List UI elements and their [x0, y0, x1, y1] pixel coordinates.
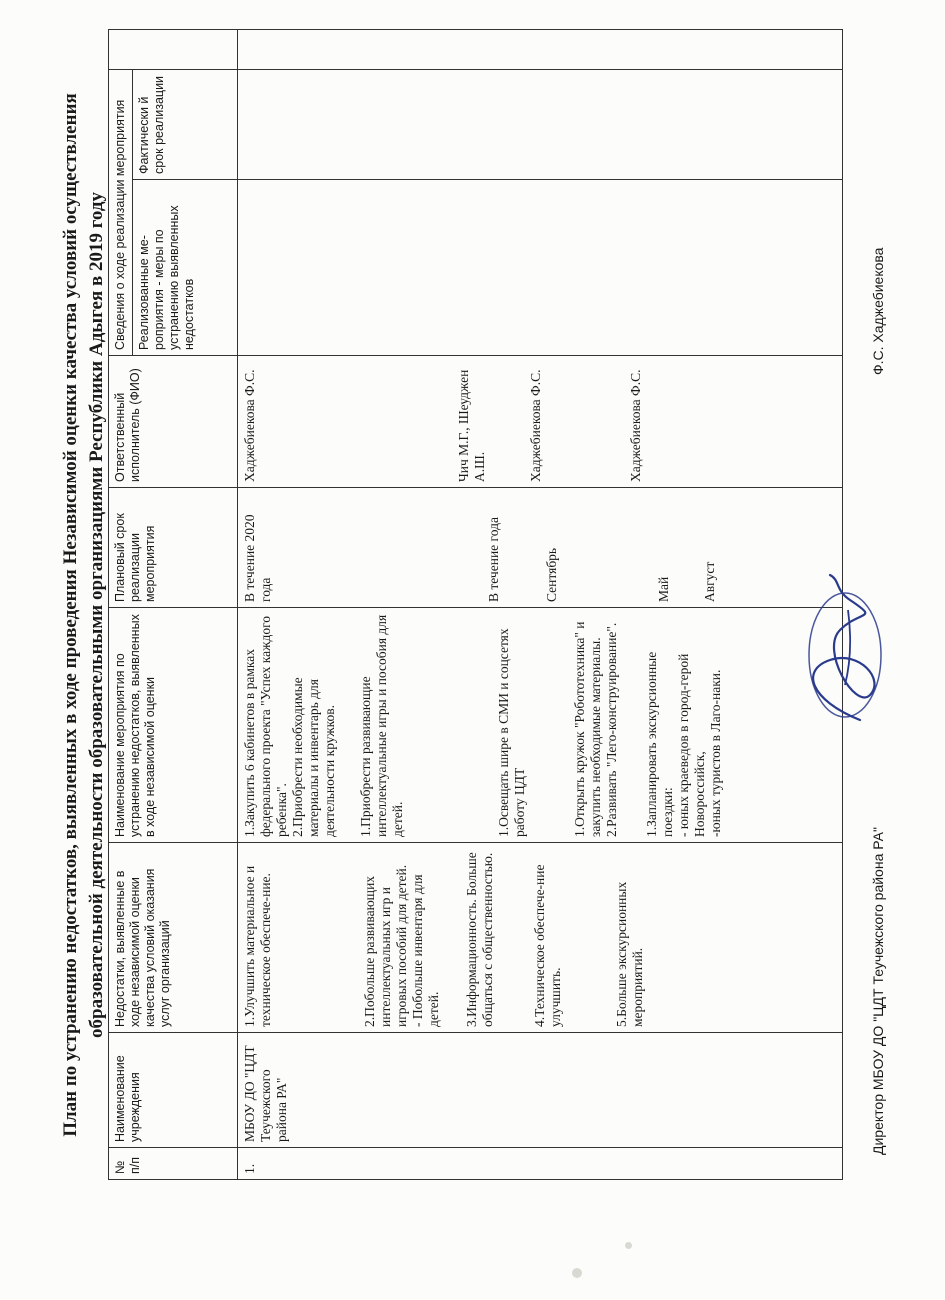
cell-deadlines	[238, 488, 843, 608]
cell-implemented	[238, 180, 843, 356]
deficiency-item: 1.Улучшить материальное и техническое обеспече-ние.	[242, 862, 273, 1027]
measure-item: 1.Приобрести развивающие интеллектуальные игры и пособия для детей.	[358, 611, 405, 837]
header-responsible: Ответственный исполнитель (ФИО)	[109, 356, 238, 488]
header-progress: Сведения о ходе реализации мероприятия	[109, 69, 133, 355]
document-title	[58, 25, 110, 1205]
title-line-2: образовательной деятельности образовательными организациями Республики Адыгея в 2019 году	[86, 192, 107, 1038]
deadline-item: Сентябрь	[544, 547, 559, 602]
responsible-item: Хаджебиекова Ф.С.	[528, 369, 543, 482]
cell-actual	[238, 69, 843, 179]
cell-measures	[238, 608, 843, 843]
title-line-1: План по устранению недостатков, выявленных в ходе проведения Независимой оценки качества условий осуществления	[60, 93, 81, 1137]
header-deficiencies: Недостатки, выявленные в ходе независимой оценки качества условий оказания услуг организаций	[109, 843, 238, 1033]
deadline-item: В течение года	[486, 517, 501, 602]
cell-responsible	[238, 356, 843, 488]
deficiency-item: 4.Техническое обеспече-ние улучшить.	[532, 861, 563, 1027]
director-line: Директор МБОУ ДО "ЦДТ Теучежского района РА"	[870, 827, 886, 1155]
deadline-item: Август	[702, 561, 717, 602]
measure-item: 1.Открыть кружок "Робототехника" и закупить необходимые материалы. 2.Развивать "Лего-конструирование".	[572, 621, 619, 837]
table-row	[238, 29, 843, 1179]
measure-item: 1.Запланировать экскурсионные поездки: - юных краеведов в город-герой Новороссийск, -юных туристов в Лаго-наки.	[644, 651, 723, 837]
deficiency-item: 3.Информационность. Больше общаться с общественностью.	[464, 848, 495, 1027]
cell-deficiencies	[238, 843, 843, 1033]
deficiency-item: 2.Побольше развивающих интеллектуальных игр и игровых пособий для детей. - Побольше инвентаря для детей.	[362, 864, 441, 1027]
cell-extra	[238, 29, 843, 69]
cell-num: 1.	[238, 1148, 843, 1180]
measure-item: 1.Закупить 6 кабинетов в рамках федерального проекта "Успех каждого ребенка". 2.Приобрести необходимые материалы и инвентарь для деятельности кружков.	[242, 615, 337, 837]
responsible-item: Хаджебиекова Ф.С.	[628, 369, 643, 482]
plan-table	[108, 29, 843, 1180]
header-num: № п/п	[109, 1148, 238, 1180]
responsible-item: Хаджебиекова Ф.С.	[242, 369, 257, 482]
header-deadline: Плановый срок реализации мероприятия	[109, 488, 238, 608]
signature-image	[790, 570, 900, 740]
header-institution: Наименование учреждения	[109, 1033, 238, 1148]
header-implemented: Реализованные ме-роприятия - меры по устранению выявленных недостатков	[133, 180, 238, 356]
deadline-item: В течение 2020 года	[242, 511, 273, 602]
header-row	[109, 29, 133, 1179]
deficiency-item: 5.Больше экскурсионных мероприятий.	[614, 878, 645, 1027]
signer-name: Ф.С. Хаджебиекова	[870, 247, 886, 375]
header-extra	[109, 29, 238, 69]
deadline-item: Май	[656, 576, 671, 602]
header-actual: Фактически й срок реализации	[133, 69, 238, 179]
header-measures: Наименование мероприятия по устранению недостатков, выявленных в ходе независимой оценки	[109, 608, 238, 843]
cell-institution: МБОУ ДО "ЦДТ Теучежского района РА"	[238, 1033, 843, 1148]
measure-item: 1.Освещать шире в СМИ и соцсетях работу ЦДТ	[496, 624, 527, 837]
responsible-item: Чич М.Г., Шеуджен А.Ш.	[456, 366, 487, 482]
